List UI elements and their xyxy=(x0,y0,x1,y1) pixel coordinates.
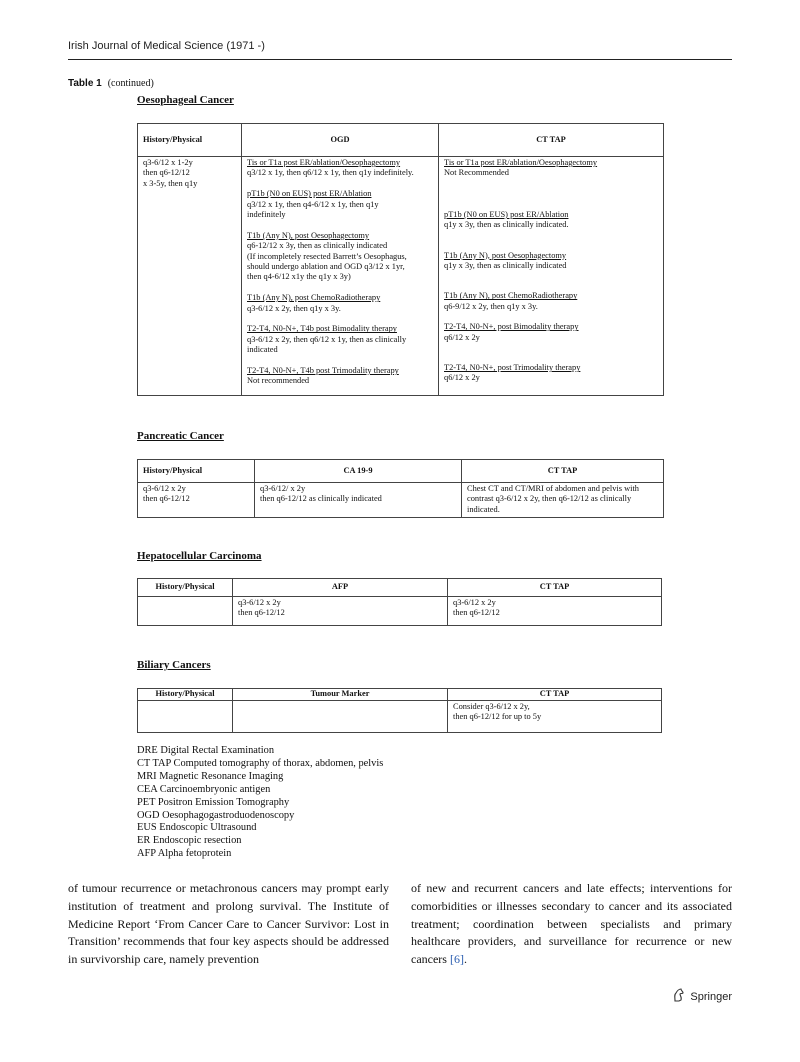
abbreviation-item: AFP Alpha fetoprotein xyxy=(137,848,232,860)
col-header-history: History/Physical xyxy=(138,579,233,597)
block-heading: T2-T4, N0-N+, T4b post Bimodality therapy xyxy=(247,324,397,334)
header-rule xyxy=(68,59,732,60)
block-heading: T2-T4, N0-N+, post Bimodality therapy xyxy=(444,322,579,332)
cell-line: then q6-12/12 xyxy=(143,494,190,504)
oesophageal-ogd-cell xyxy=(242,157,439,396)
block-heading: Tis or T1a post ER/ablation/Oesophagectomy xyxy=(247,158,401,167)
ct-block xyxy=(444,210,658,231)
abbreviation-item: ER Endoscopic resection xyxy=(137,835,242,847)
abbreviation-item: CEA Carcinoembryonic antigen xyxy=(137,783,271,795)
cell-line: q3-6/12 x 2y xyxy=(453,598,496,607)
cell-line: (If incompletely resected Barrett’s Oesophagus, xyxy=(247,251,407,261)
pancreatic-history-cell xyxy=(138,483,255,518)
ogd-block xyxy=(247,293,433,314)
block-heading: Tis or T1a post ER/ablation/Oesophagectomy xyxy=(444,158,598,167)
col-header-ct: CT TAP xyxy=(448,689,662,701)
col-header-history: History/Physical xyxy=(138,124,242,157)
ogd-block xyxy=(247,189,433,220)
cell-line: q6-12/12 x 3y, then as clinically indicated xyxy=(247,241,388,251)
block-heading: T2-T4, N0-N+, post Trimodality therapy xyxy=(444,363,581,373)
body-text-right-end: . xyxy=(463,952,467,967)
biliary-ct-cell xyxy=(448,701,662,733)
block-heading: T1b (Any N), post Oesophagectomy xyxy=(444,250,567,260)
ct-block xyxy=(444,251,658,272)
cell-line: then q6-12/12 as clinically indicated xyxy=(260,494,382,504)
cell-line: then q4-6/12 x1y the q1y x 3y) xyxy=(247,272,351,282)
oesophageal-ct-cell xyxy=(439,157,664,396)
ct-block xyxy=(444,158,658,179)
block-heading: pT1b (N0 on EUS) post ER/Ablation xyxy=(444,209,569,219)
cell-line: then q6-12/12 xyxy=(238,608,285,618)
col-header-ct: CT TAP xyxy=(448,579,662,597)
col-header-tumour-marker: Tumour Marker xyxy=(233,689,448,701)
col-header-afp: AFP xyxy=(233,579,448,597)
oesophageal-history-cell xyxy=(138,157,242,396)
cell-line: q3-6/12 x 2y, then q6/12 x 1y, then as clinically xyxy=(247,334,407,344)
cell-line: indefinitely xyxy=(247,210,286,220)
journal-header: Irish Journal of Medical Science (1971 -) xyxy=(68,40,265,52)
cell-line: Not recommended xyxy=(247,376,310,386)
cell-line: contrast q3-6/12 x 2y, then q6-12/12 as clinically xyxy=(467,494,632,504)
abbreviation-item: DRE Digital Rectal Examination xyxy=(137,745,275,756)
cell-line: then q6-12/12 xyxy=(143,168,190,178)
cell-line: q6/12 x 2y xyxy=(444,332,480,342)
hepatocellular-title: Hepatocellular Carcinoma xyxy=(137,550,262,562)
cell-line: q1y x 3y, then as clinically indicated. xyxy=(444,220,569,230)
ogd-block xyxy=(247,324,433,355)
table-continued: (continued) xyxy=(107,78,154,89)
abbreviation-item: EUS Endoscopic Ultrasound xyxy=(137,822,257,834)
body-text-right xyxy=(411,880,732,969)
biliary-table xyxy=(137,688,662,733)
abbreviation-item: CT TAP Computed tomography of thorax, abdomen, pelvis xyxy=(137,757,384,769)
springer-horse-icon xyxy=(672,988,685,1005)
cell-line: Chest CT and CT/MRI of abdomen and pelvis with xyxy=(467,484,639,493)
ogd-block xyxy=(247,366,433,387)
col-header-ct: CT TAP xyxy=(439,124,664,157)
pancreatic-ct-cell xyxy=(462,483,664,518)
ogd-block xyxy=(247,231,433,283)
block-heading: T2-T4, N0-N+, T4b post Trimodality therapy xyxy=(247,366,399,376)
cell-line: q1y x 3y, then as clinically indicated xyxy=(444,261,567,271)
hepatocellular-marker-cell xyxy=(233,597,448,626)
hepatocellular-history-cell xyxy=(138,597,233,626)
cell-line: q6-9/12 x 2y, then q1y x 3y. xyxy=(444,301,538,311)
oesophageal-table xyxy=(137,123,664,396)
ogd-block xyxy=(247,158,433,179)
col-header-ca199: CA 19-9 xyxy=(255,460,462,483)
abbreviation-item: MRI Magnetic Resonance Imaging xyxy=(137,770,284,782)
ct-block xyxy=(444,322,658,343)
publisher-name: Springer xyxy=(690,990,732,1003)
block-heading: T1b (Any N), post Oesophagectomy xyxy=(247,230,370,240)
body-text-left: of tumour recurrence or metachronous cancers may prompt early institution of treatment and prolong survival. The Institute of Medicine Report ‘From Cancer Care to Cancer Survivor: Lost in Transition’ recommends that four key aspects should be addressed in survivorship care, namely prevention xyxy=(68,881,389,967)
cell-line: x 3-5y, then q1y xyxy=(143,178,198,188)
cell-line: q3-6/12 x 2y xyxy=(238,598,281,607)
cell-line: q3-6/12 x 2y, then q1y x 3y. xyxy=(247,303,341,313)
pancreatic-table xyxy=(137,459,664,518)
col-header-ct: CT TAP xyxy=(462,460,664,483)
pancreatic-title: Pancreatic Cancer xyxy=(137,430,224,442)
cell-line: then q6-12/12 xyxy=(453,608,500,618)
cell-line: indicated xyxy=(247,345,278,355)
block-heading: T1b (Any N), post ChemoRadiotherapy xyxy=(247,293,381,303)
table-caption xyxy=(68,78,154,89)
cell-line: q3-6/12/ x 2y xyxy=(260,484,306,493)
cell-line: q3/12 x 1y, then q4-6/12 x 1y, then q1y xyxy=(247,199,379,209)
cell-line: q3-6/12 x 2y xyxy=(143,484,186,493)
cell-line: q3-6/12 x 1-2y xyxy=(143,158,193,167)
col-header-ogd: OGD xyxy=(242,124,439,157)
body-text-right-main: of new and recurrent cancers and late effects; interventions for comorbidities or illnesses secondary to cancer and its associated treatment; coordination between specialists and primary healthcare providers, and surveillance for recurrence or new cancers xyxy=(411,881,732,967)
table-label: Table 1 xyxy=(68,78,102,89)
publisher-logo xyxy=(672,988,732,1005)
hepatocellular-ct-cell xyxy=(448,597,662,626)
hepatocellular-table xyxy=(137,578,662,626)
cell-line: then q6-12/12 for up to 5y xyxy=(453,712,542,722)
citation-link[interactable]: [6] xyxy=(449,952,464,967)
col-header-history: History/Physical xyxy=(138,689,233,701)
abbreviation-list xyxy=(137,745,383,861)
cell-line: indicated. xyxy=(467,504,500,514)
pancreatic-marker-cell xyxy=(255,483,462,518)
biliary-marker-cell xyxy=(233,701,448,733)
cell-line: Not Recommended xyxy=(444,168,509,178)
oesophageal-title: Oesophageal Cancer xyxy=(137,94,234,106)
cell-line: Consider q3-6/12 x 2y, xyxy=(453,702,530,711)
block-heading: T1b (Any N), post ChemoRadiotherapy xyxy=(444,291,578,301)
cell-line: q3/12 x 1y, then q6/12 x 1y, then q1y indefinitely. xyxy=(247,168,414,178)
abbreviation-item: OGD Oesophagogastroduodenoscopy xyxy=(137,809,295,821)
biliary-title: Biliary Cancers xyxy=(137,659,211,671)
cell-line: should undergo ablation and OGD q3/12 x 1yr, xyxy=(247,262,405,272)
biliary-history-cell xyxy=(138,701,233,733)
ct-block xyxy=(444,363,658,384)
ct-block xyxy=(444,291,658,312)
abbreviation-item: PET Positron Emission Tomography xyxy=(137,796,290,808)
cell-line: q6/12 x 2y xyxy=(444,373,480,383)
col-header-history: History/Physical xyxy=(138,460,255,483)
block-heading: pT1b (N0 on EUS) post ER/Ablation xyxy=(247,189,372,199)
